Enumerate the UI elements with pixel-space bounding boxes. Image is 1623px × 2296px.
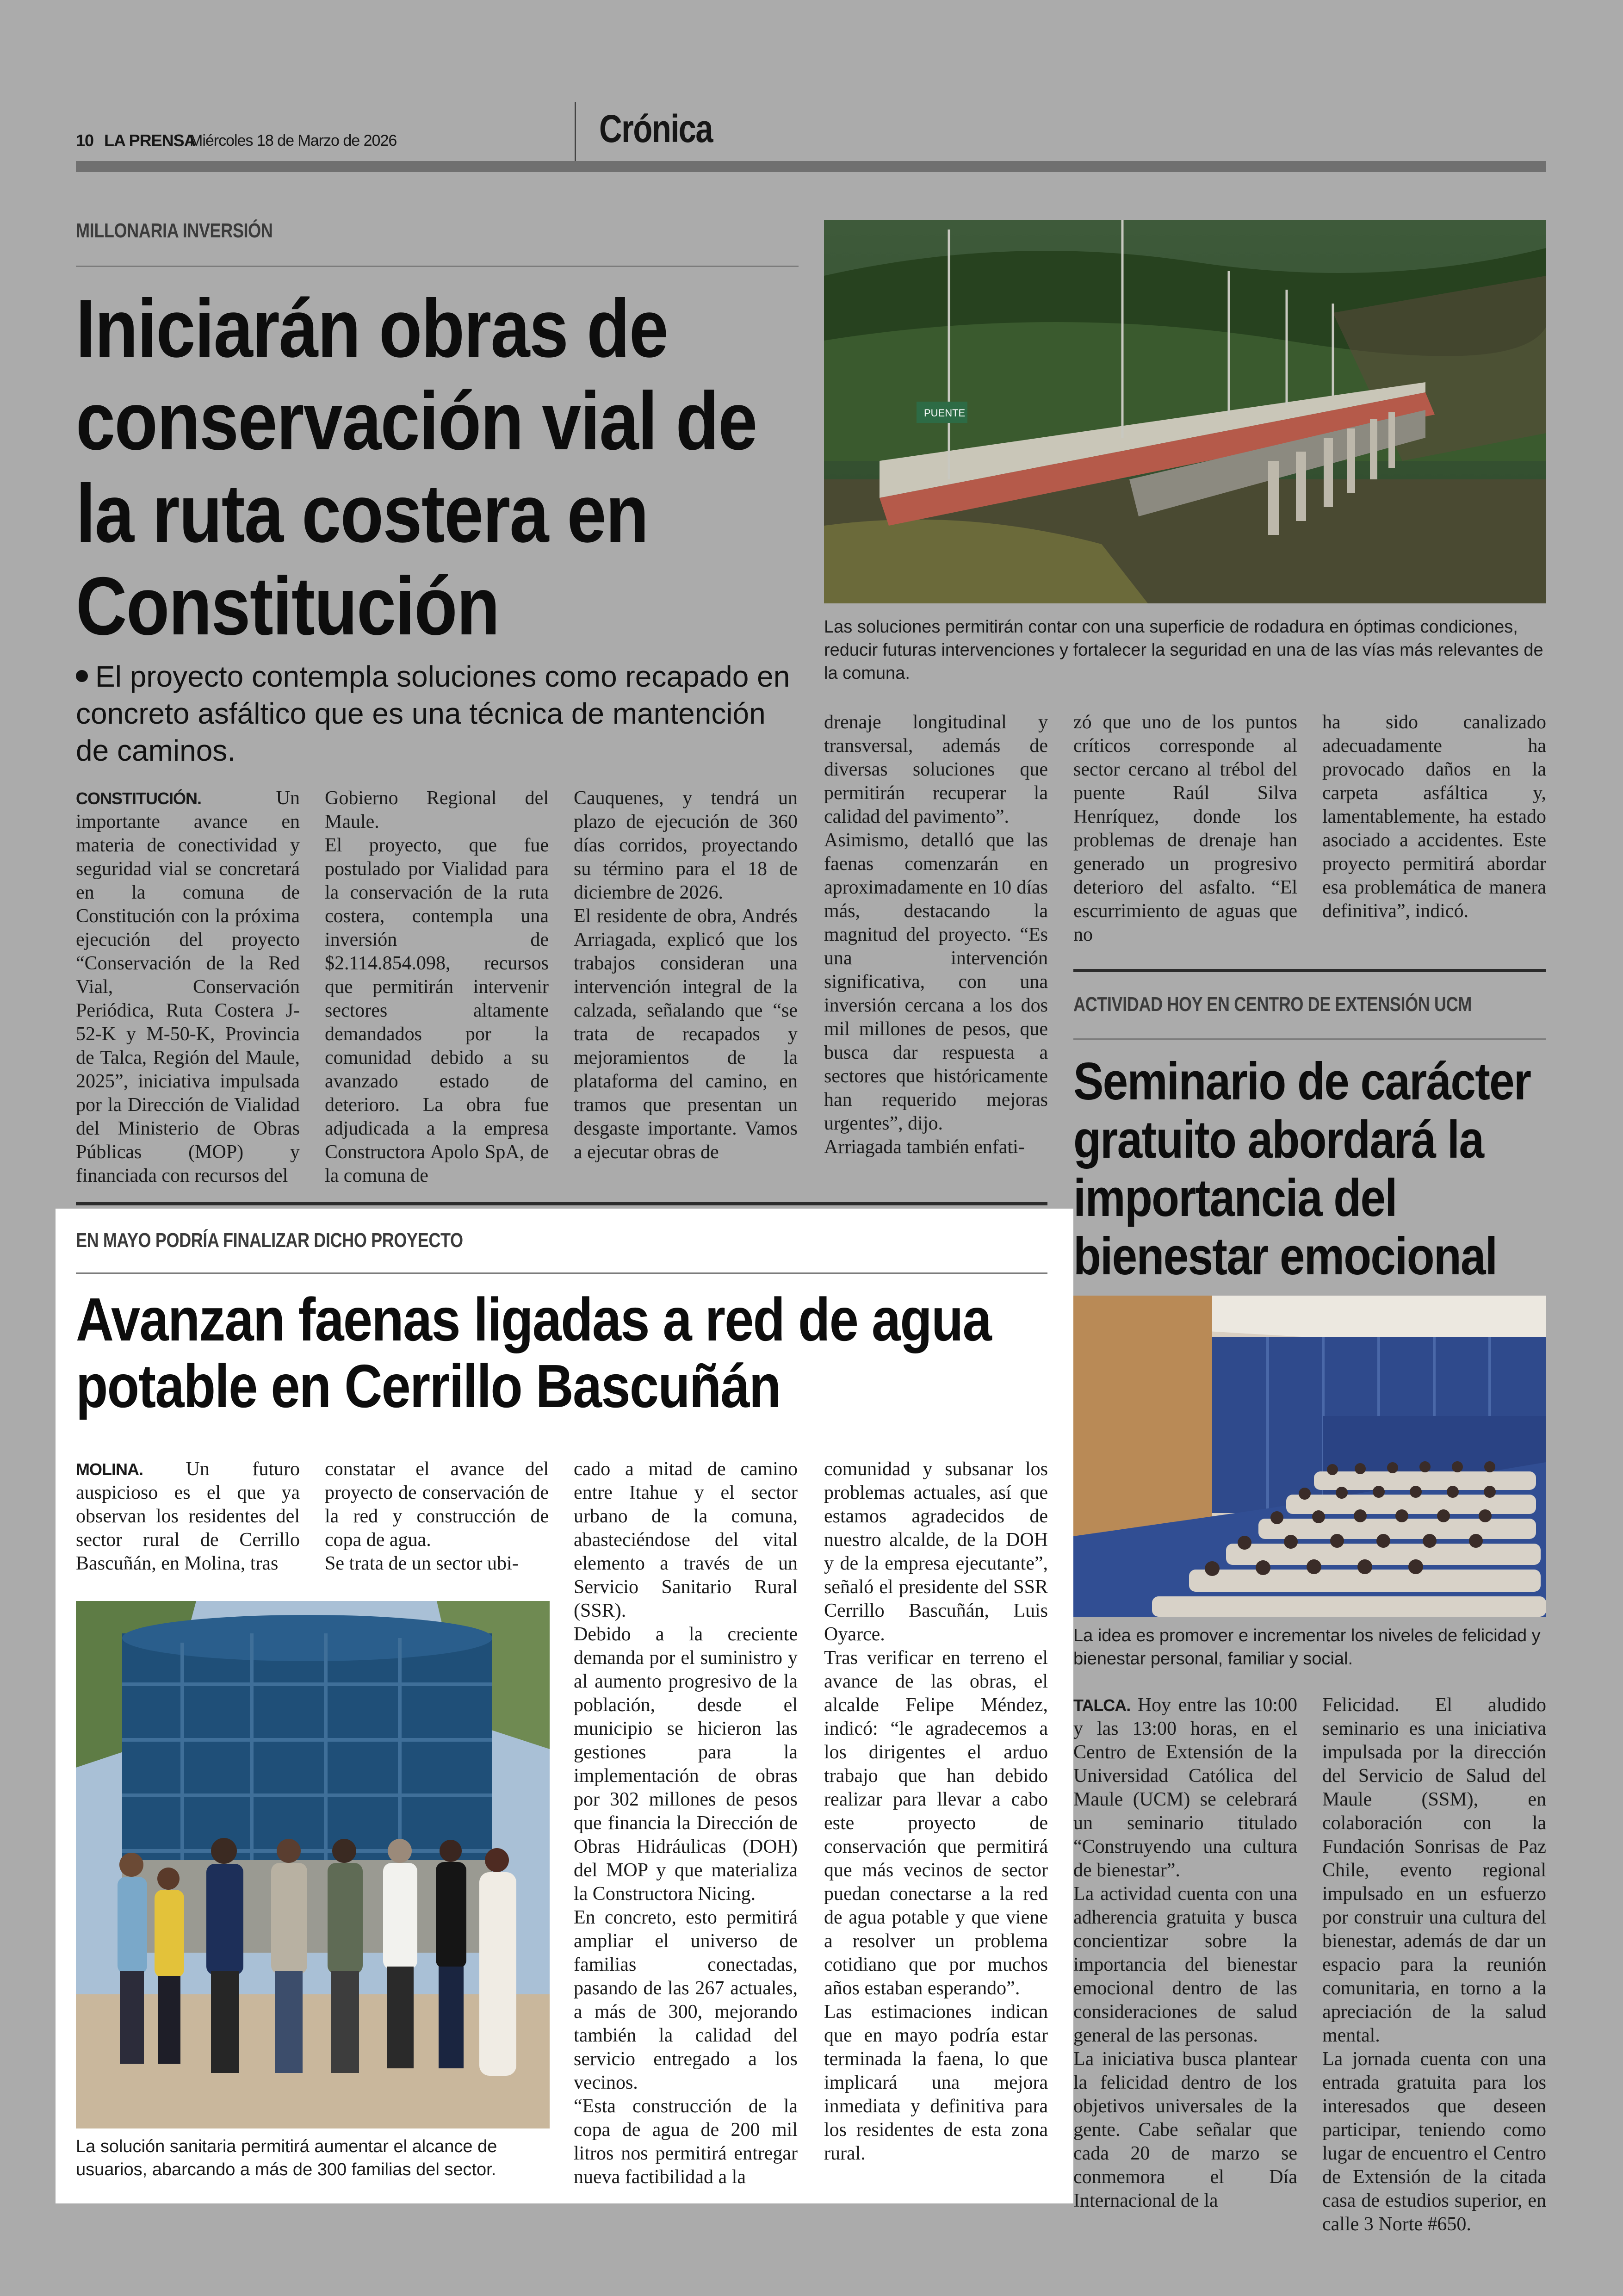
article1-column-4: drenaje longitudinal y transversal, además de diversas soluciones que permitirán recuperar la calidad del pavimento”. Asimismo, detalló que las faenas comenzarán en aproximadamente en 10 días más, destacando la magnitud del proyecto. “Es una intervención significativa, con una inversión cercana a los dos mil millones de pesos, que busca dar respuesta a sectores que históricamente han requerido mejoras urgentes”, dijo. Arriagada también enfati- [824, 712, 1048, 1158]
section-title: Crónica [599, 107, 712, 150]
article1-subhead: El proyecto contempla soluciones como recapado en concreto asfáltico que es una técnica de mantención de caminos. [76, 660, 790, 767]
article1-column-6: ha sido canalizado adecuadamente ha provocado daños en la carpeta asfáltica y, lamentablemente, ha estado asociado a accidentes. Este proyecto permitirá abordar esa problemática de manera definitiva”, indicó. [1322, 712, 1546, 922]
bullet-icon [76, 670, 88, 682]
article3-dateline: TALCA. [1073, 1696, 1131, 1715]
article1-column-3: Cauquenes, y tendrá un plazo de ejecución de 360 días corridos, proyectando su término para el 18 de diciembre de 2026. El residente de obra, Andrés Arriagada, explicó que los trabajos consideran una intervención integral de la calzada, señalando que “se trata de recapados y mejoramientos de la plataforma del camino, en tramos que presentan un desgaste importante. Vamos a ejecutar obras de [574, 788, 798, 1163]
article3-kicker-rule [1073, 1038, 1546, 1040]
article2-kicker: EN MAYO PODRÍA FINALIZAR DICHO PROYECTO [76, 1229, 463, 1252]
article1-column-1: CONSTITUCIÓN. Un importante avance en materia de conectividad y seguridad vial se concretará en la comuna de Constitución con la próxima ejecución del proyecto “Conservación de la Red Vial, Conservación Periódica, Ruta Costera J-52-K y M-50-K, Provincia de Talca, Región del Maule, 2025”, iniciativa impulsada por la Dirección de Vialidad del Ministerio de Obras Públicas (MOP) y financiada con recursos del [76, 788, 300, 1186]
article3-caption: La idea es promover e incrementar los niveles de felicidad y bienestar personal, familiar y social. [1073, 1626, 1541, 1669]
bridge-photo [824, 220, 1546, 603]
article1-caption: Las soluciones permitirán contar con una superficie de rodadura en óptimas condiciones, reducir futuras intervenciones y fortalecer la seguridad en una de las vías más relevantes de la comuna. [824, 617, 1543, 683]
article2-column-2: constatar el avance del proyecto de conservación de la red y construcción de copa de agua. Se trata de un sector ubi- [325, 1458, 549, 1574]
water-tank-photo [76, 1601, 550, 2128]
article1-kicker-rule [76, 266, 799, 267]
issue-date: Miércoles 18 de Marzo de 2026 [190, 132, 397, 149]
auditorium-photo [1073, 1296, 1546, 1617]
article2-column-3: cado a mitad de camino entre Itahue y el sector urbano de la comuna, abasteciéndose del vital elemento a través de un Servicio Sanitario Rural (SSR). Debido a la creciente demanda por el suministro y al aumento progresivo de la población, desde el municipio se hicieron las gestiones para la implementación de obras por 302 millones de pesos que financia la Dirección de Obras Hidráulicas (DOH) del MOP y que materializa la Constructora Nicing. En concreto, esto permitirá ampliar el universo de familias conectadas, pasando de las 267 actuales, a más de 300, mejorando también la calidad del servicio entregado a los vecinos. “Esta construcción de la copa de agua de 200 mil litros nos permitirá entregar nueva factibilidad a la [574, 1458, 798, 2188]
article3-column-2: Felicidad. El aludido seminario es una iniciativa impulsada por la dirección del Servicio de Salud del Maule (SSM), en colaboración con la Fundación Sonrisas de Paz Chile, evento regional impulsado en un esfuerzo por construir una cultura del bienestar, además de dar un espacio para la reunión comunitaria, en torno a la apreciación de la salud mental. La jornada cuenta con una entrada gratuita para los interesados que deseen participar, teniendo como lugar de encuentro el Centro de Extensión de la citada casa de estudios superior, en calle 3 Norte #650. [1322, 1694, 1546, 2235]
article2-top-rule [76, 1202, 1047, 1205]
article2-headline: Avanzan faenas ligadas a red de agua potable en Cerrillo Bascuñán [76, 1285, 991, 1420]
header-rule [76, 161, 1546, 172]
article1-column-2: Gobierno Regional del Maule. El proyecto, que fue postulado por Vialidad para la conservación de la ruta costera, contempla una inversión de $2.114.854.098, recursos que permitirán intervenir sectores altamente demandados por la comunidad debido a su avanzado estado de deterioro. La obra fue adjudicada a la empresa Constructora Apolo SpA, de la comuna de [325, 788, 549, 1186]
article3-headline: Seminario de carácter gratuito abordará la importancia del bienestar emocional [1073, 1052, 1531, 1286]
bridge-sign-text: PUENTE [924, 407, 966, 419]
article2-caption: La solución sanitaria permitirá aumentar el alcance de usuarios, abarcando a más de 300 familias del sector. [76, 2137, 497, 2179]
article1-dateline: CONSTITUCIÓN. [76, 789, 201, 808]
article2-dateline: MOLINA. [76, 1460, 143, 1479]
article1-column-5: zó que uno de los puntos críticos corresponde al sector cercano al trébol del puente Raúl Silva Henríquez, donde los problemas de drenaje han generado un progresivo deterioro del asfalto. “El escurrimiento de aguas que no [1073, 712, 1297, 945]
article3-top-rule [1073, 969, 1546, 972]
page-number: 10 [76, 131, 94, 150]
article1-headline: Iniciarán obras de conservación vial de la ruta costera en Constitución [76, 282, 757, 652]
article1-kicker: MILLONARIA INVERSIÓN [76, 219, 273, 242]
article3-column-1: TALCA. Hoy entre las 10:00 y las 13:00 horas, en el Centro de Extensión de la Universidad Católica del Maule (UCM) se celebrará un seminario titulado “Construyendo una cultura de bienestar”. La actividad cuenta con una adherencia gratuita y busca concientizar sobre la importancia del bienestar emocional dentro de las consideraciones de salud general de las personas. La iniciativa busca plantear la felicidad dentro de los objetivos universales de la gente. Cabe señalar que cada 20 de marzo se conmemora el Día Internacional de la [1073, 1694, 1297, 2211]
publication-name: LA PRENSA [104, 131, 196, 150]
article2-column-4: comunidad y subsanar los problemas actuales, así que estamos agradecidos de nuestro alcalde, de la DOH y de la empresa ejecutante”, señaló el presidente del SSR Cerrillo Bascuñán, Luis Oyarce. Tras verificar en terreno el avance de las obras, el alcalde Felipe Méndez, indicó: “le agradecemos a los dirigentes el arduo trabajo que han debido realizar para llevar a cabo este proyecto de conservación que permitirá que más vecinos de sector puedan conectarse a la red de agua potable y que viene a resolver un problema cotidiano que por muchos años estaban esperando”. Las estimaciones indican que en mayo podría estar terminada la faena, lo que implicará una mejora inmediata y definitiva para los residentes de esta zona rural. [824, 1458, 1048, 2164]
header-divider [575, 102, 576, 162]
article2-column-1: MOLINA. Un futuro auspicioso es el que ya observan los residentes del sector rural de Cerrillo Bascuñán, en Molina, tras [76, 1458, 300, 1574]
article3-kicker: ACTIVIDAD HOY EN CENTRO DE EXTENSIÓN UCM [1073, 993, 1472, 1016]
article2-kicker-rule [76, 1272, 1047, 1274]
